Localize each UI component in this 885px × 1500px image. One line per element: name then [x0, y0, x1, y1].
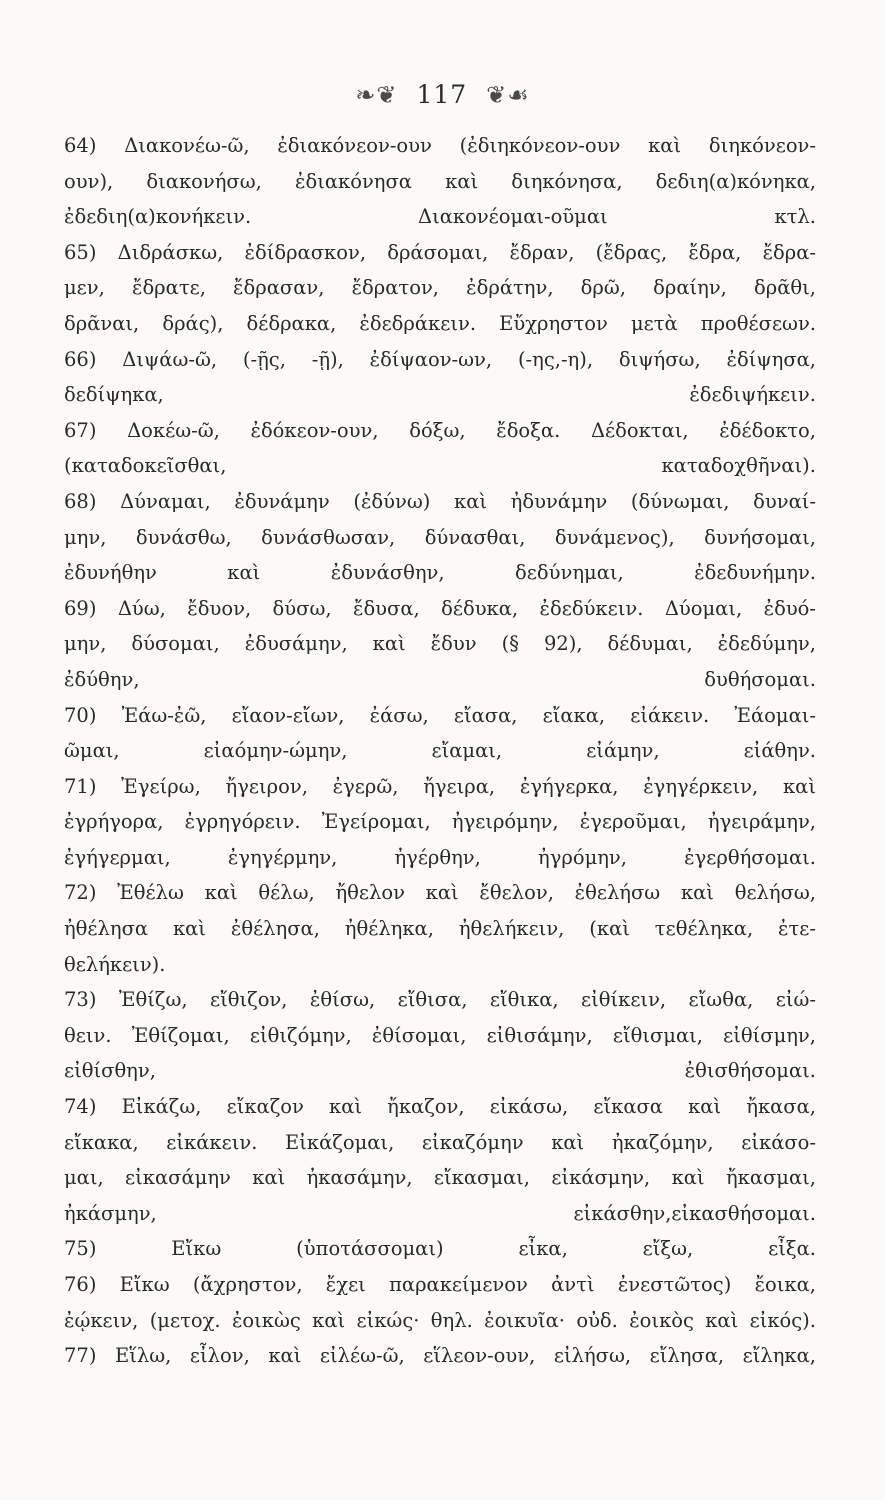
- text-line: 72) Ἐθέλω καὶ θέλω, ἤθελον καὶ ἔθελον, ἐθελήσω καὶ θελήσω,: [64, 881, 816, 905]
- text-line: 64) Διακονέω-ῶ, ἐδιακόνεον-ουν (ἐδιηκόνεον-ουν καὶ διηκόνεον-: [64, 134, 816, 157]
- text-line: ἐδεδιη(α)κονήκειν. Διακονέομαι-οῦμαι κτλ.: [64, 205, 816, 229]
- text-line: 76) Εἴκω (ἄχρηστον, ἔχει παρακείμενον ἀντὶ ἐνεστῶτος) ἔοικα,: [64, 1273, 816, 1296]
- text-line: 65) Διδράσκω, ἐδίδρασκον, δράσομαι, ἔδραν, (ἔδρας, ἔδρα, ἔδρα-: [64, 240, 816, 264]
- text-line: μην, δύσομαι, ἐδυσάμην, καὶ ἔδυν (§ 92), δέδυμαι, ἐδεδύμην,: [64, 632, 816, 656]
- text-line: ῶμαι, εἰαόμην-ώμην, εἴαμαι, εἰάμην, εἰάθην.: [64, 739, 816, 763]
- text-line: 69) Δύω, ἔδυον, δύσω, ἔδυσα, δέδυκα, ἐδεδύκειν. Δύομαι, ἐδυό-: [64, 596, 816, 620]
- text-line: μην, δυνάσθω, δυνάσθωσαν, δύνασθαι, δυνάμενος), δυνήσομαι,: [64, 525, 816, 549]
- text-line: 71) Ἐγείρω, ἤγειρον, ἐγερῶ, ἤγειρα, ἐγήγερκα, ἐγηγέρκειν, καὶ: [64, 774, 816, 798]
- text-line: 66) Διψάω-ῶ, (-ῇς, -ῇ), ἐδίψαον-ων, (-ης,-η), διψήσω, ἐδίψησα,: [64, 347, 816, 371]
- text-line: 74) Εἰκάζω, εἴκαζον καὶ ἤκαζον, εἰκάσω, εἴκασα καὶ ἤκασα,: [64, 1095, 816, 1119]
- text-line: δεδίψηκα, ἐδεδιψήκειν.: [64, 383, 816, 407]
- text-line: 73) Ἐθίζω, εἴθιζον, ἐθίσω, εἴθισα, εἴθικα, εἰθίκειν, εἴωθα, εἰώ-: [64, 988, 816, 1012]
- page-number: 117: [416, 80, 468, 109]
- text-line: ἠθέλησα καὶ ἐθέλησα, ἠθέληκα, ἠθελήκειν, (καὶ τεθέληκα, ἐτε-: [64, 917, 816, 941]
- right-ornament-icon: ❦☙: [486, 80, 530, 109]
- text-line: ἠκάσμην, εἰκάσθην,εἰκασθήσομαι.: [64, 1201, 816, 1225]
- text-line: (καταδοκεῖσθαι, καταδοχθῆναι).: [64, 454, 816, 478]
- text-line: ἐῴκειν, (μετοχ. ἐοικὼς καὶ εἰκώς· θηλ. ἐοικυῖα· οὐδ. ἐοικὸς καὶ εἰκός).: [64, 1308, 816, 1332]
- text-line: ἐδύθην, δυθήσομαι.: [64, 667, 816, 691]
- text-line: θειν. Ἐθίζομαι, εἰθιζόμην, ἐθίσομαι, εἰθισάμην, εἴθισμαι, εἰθίσμην,: [64, 1023, 816, 1047]
- text-line: ἐγρήγορα, ἐγρηγόρειν. Ἐγείρομαι, ἠγειρόμην, ἐγεροῦμαι, ἠγειράμην,: [64, 810, 816, 834]
- verb-list: [64, 128, 816, 1374]
- left-ornament-icon: ❧❦: [355, 80, 398, 109]
- text-line: εἰθίσθην, ἐθισθήσομαι.: [64, 1059, 816, 1083]
- text-line: 77) Εἵλω, εἶλον, καὶ εἰλέω-ῶ, εἵλεον-ουν, εἰλήσω, εἴλησα, εἴληκα,: [64, 1344, 816, 1368]
- text-line: ἐγήγερμαι, ἐγηγέρμην, ἠγέρθην, ἠγρόμην, ἐγερθήσομαι.: [64, 845, 816, 869]
- text-line: 70) Ἐάω-ἐῶ, εἴαον-εἴων, ἐάσω, εἴασα, εἴακα, εἰάκειν. Ἐάομαι-: [64, 703, 816, 727]
- text-line: ουν), διακονήσω, ἐδιακόνησα καὶ διηκόνησα, δεδιη(α)κόνηκα,: [64, 169, 816, 193]
- text-line: δρᾶναι, δράς), δέδρακα, ἐδεδράκειν. Εὔχρηστον μετὰ προθέσεων.: [64, 311, 816, 335]
- text-line: εἴκακα, εἰκάκειν. Εἰκάζομαι, εἰκαζόμην καὶ ἠκαζόμην, εἰκάσο-: [64, 1130, 816, 1154]
- text-line: 67) Δοκέω-ῶ, ἐδόκεον-ουν, δόξω, ἔδοξα. Δέδοκται, ἐδέδοκτο,: [64, 418, 816, 442]
- text-line: μαι, εἰκασάμην καὶ ἠκασάμην, εἴκασμαι, εἰκάσμην, καὶ ἤκασμαι,: [64, 1166, 816, 1190]
- running-head: [0, 78, 885, 109]
- text-line: 75) Εἴκω (ὑποτάσσομαι) εἶκα, εἴξω, εἶξα.: [64, 1237, 816, 1261]
- text-line: ἐδυνήθην καὶ ἐδυνάσθην, δεδύνημαι, ἐδεδυνήμην.: [64, 561, 816, 585]
- text-line: 68) Δύναμαι, ἐδυνάμην (ἐδύνω) καὶ ἠδυνάμην (δύνωμαι, δυναί-: [64, 489, 816, 513]
- text-line: μεν, ἔδρατε, ἔδρασαν, ἔδρατον, ἐδράτην, δρῶ, δραίην, δρᾶθι,: [64, 276, 816, 300]
- text-line: θελήκειν).: [64, 952, 166, 976]
